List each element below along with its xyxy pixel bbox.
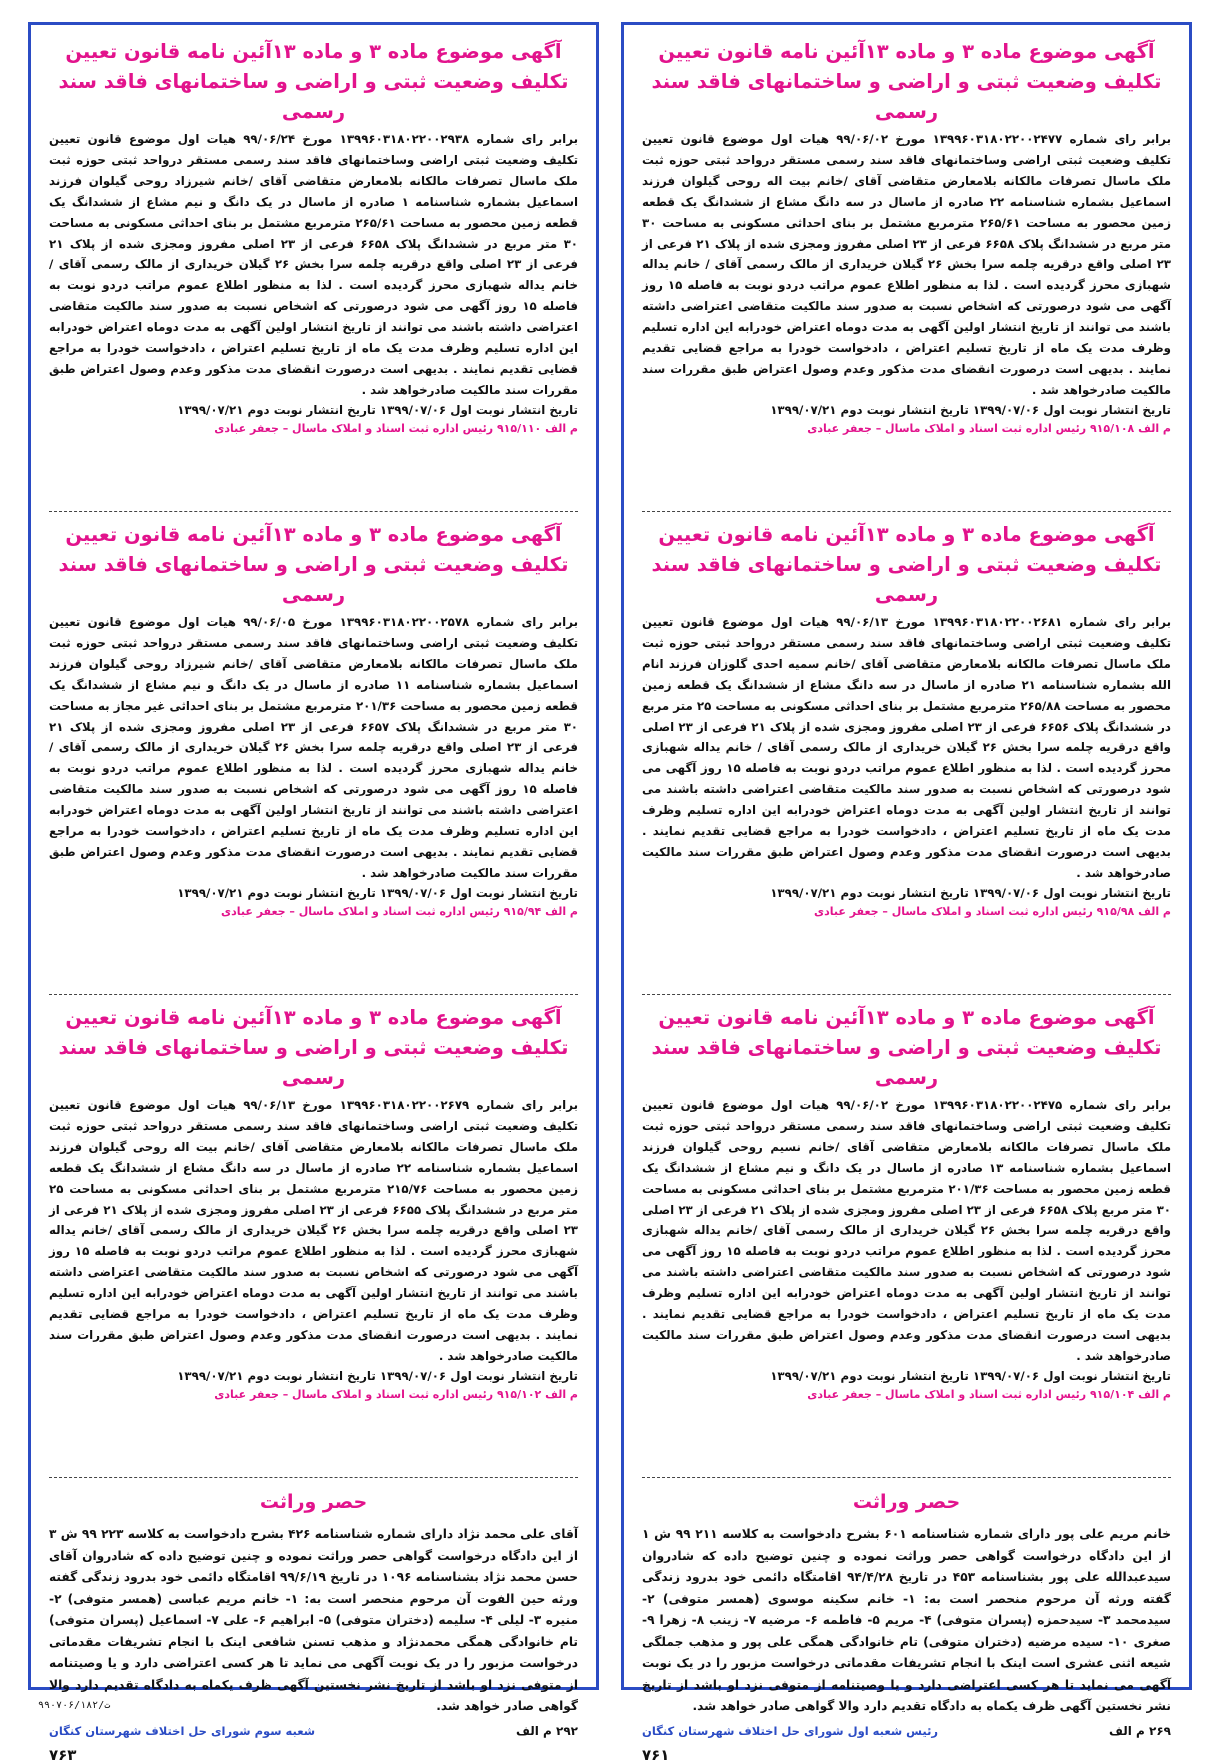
heirs-org: شعبه سوم شورای حل اختلاف شهرستان کنگان xyxy=(49,1723,316,1738)
divider xyxy=(642,994,1171,995)
notice-l3 xyxy=(49,1003,578,1471)
divider xyxy=(642,1477,1171,1478)
notice-dates: تاریخ انتشار نوبت اول ۱۳۹۹/۰۷/۰۶ تاریخ انتشار نوبت دوم ۱۳۹۹/۰۷/۲۱ xyxy=(177,885,578,900)
heirs-org: رئیس شعبه اول شورای حل اختلاف شهرستان کنگان xyxy=(642,1723,939,1738)
heirs-notice-left xyxy=(49,1486,578,1764)
notice-signature: م الف ۹۱۵/۹۴ رئیس اداره ثبت اسناد و املاک ماسال – جعفر عبادی xyxy=(221,904,578,918)
footer-reference: ت/۹۹۰۷۰۶/۱۸۲ xyxy=(38,1700,111,1711)
page-number: ۷۶۳ xyxy=(49,1745,77,1764)
notice-body: برابر رای شماره ۱۳۹۹۶۰۳۱۸۰۲۲۰۰۲۶۸۱ مورخ ۹۹/۰۶/۱۳ هیات اول موضوع قانون تعیین تکلیف وضعیت ثبتی اراضی وساختمانهای فاقد سند رسمی مستقر درواحد ثبتی حوزه ثبت ملک ماسال تصرفات مالکانه بلامعارض متقاضی آقای /خانم سمیه احدی گلوزان فرزند انام الله بشماره شناسنامه ۲۱ صادره از ماسال در سه دانگ مشاع از ششدانگ یک قطعه زمین محصور به مساحت ۲۶۵/۸۸ مترمربع مشتمل بر بنای احداثی مسکونی به مساحت ۲۵ متر مربع در ششدانگ پلاک ۶۶۵۶ فرعی از ۲۳ اصلی مفروز ومجزی شده از پلاک ۲۱ فرعی از ۲۳ اصلی واقع درقریه چلمه سرا بخش ۲۶ گیلان خریداری از مالک رسمی آقای / خانم یداله شهبازی محرز گردیده است . لذا به منظور اطلاع عموم مراتب دردو نوبت به فاصله ۱۵ روز آگهی می شود درصورتی که اشخاص نسبت به صدور سند مالکیت متقاضی اعتراضی داشته باشند می توانند از تاریخ انتشار اولین آگهی به مدت دوماه اعتراض خودرابه این اداره تسلیم وظرف مدت یک ماه از تاریخ تسلیم اعتراض ، دادخواست خودرا به مراجع قضایی تقدیم نمایند . بدیهی است درصورت انقضای مدت مذکور وعدم وصول اعتراض طبق مقررات سند مالکیت صادرخواهد شد . xyxy=(642,615,1172,880)
notice-title: آگهی موضوع ماده ۳ و ماده ۱۳آئین نامه قانون تعیین تکلیف وضعیت ثبتی و اراضی و ساختمانهای فاقد سند رسمی xyxy=(651,40,1162,123)
notice-body: برابر رای شماره ۱۳۹۹۶۰۳۱۸۰۲۲۰۰۲۹۳۸ مورخ ۹۹/۰۶/۲۴ هیات اول موضوع قانون تعیین تکلیف وضعیت ثبتی اراضی وساختمانهای فاقد سند رسمی مستقر درواحد ثبتی حوزه ثبت ملک ماسال تصرفات مالکانه بلامعارض متقاضی آقای /خانم شیرزاد روحی گیلوان فرزند اسماعیل بشماره شناسنامه ۱ صادره از ماسال در یک دانگ و نیم مشاع از ششدانگ یک قطعه زمین محصور به مساحت ۲۶۵/۶۱ مترمربع مشتمل بر بنای احداثی مسکونی به مساحت ۳۰ متر مربع در ششدانگ پلاک ۶۶۵۸ فرعی از ۲۳ اصلی مفروز ومجزی شده از پلاک ۲۱ فرعی از ۲۳ اصلی واقع درقریه چلمه سرا بخش ۲۶ گیلان خریداری از مالک رسمی آقای / خانم یداله شهبازی محرز گردیده است . لذا به منظور اطلاع عموم مراتب دردو نوبت به فاصله ۱۵ روز آگهی می شود درصورتی که اشخاص نسبت به صدور سند مالکیت متقاضی اعتراضی داشته باشند می توانند از تاریخ انتشار اولین آگهی به مدت دوماه اعتراض خودرابه این اداره تسلیم وظرف مدت یک ماه از تاریخ تسلیم اعتراض ، دادخواست خودرا به مراجع قضایی تقدیم نمایند . بدیهی است درصورت انقضای مدت مذکور وعدم وصول اعتراض طبق مقررات سند مالکیت صادرخواهد شد . xyxy=(49,132,579,397)
notice-title: آگهی موضوع ماده ۳ و ماده ۱۳آئین نامه قانون تعیین تکلیف وضعیت ثبتی و اراضی و ساختمانهای فاقد سند رسمی xyxy=(58,1006,569,1089)
notice-title: آگهی موضوع ماده ۳ و ماده ۱۳آئین نامه قانون تعیین تکلیف وضعیت ثبتی و اراضی و ساختمانهای فاقد سند رسمی xyxy=(651,1006,1162,1089)
notice-title: آگهی موضوع ماده ۳ و ماده ۱۳آئین نامه قانون تعیین تکلیف وضعیت ثبتی و اراضی و ساختمانهای فاقد سند رسمی xyxy=(58,523,569,606)
heirs-title: حصر وراثت xyxy=(259,1491,368,1513)
notice-body: برابر رای شماره ۱۳۹۹۶۰۳۱۸۰۲۲۰۰۲۵۷۸ مورخ ۹۹/۰۶/۰۵ هیات اول موضوع قانون تعیین تکلیف وضعیت ثبتی اراضی وساختمانهای فاقد سند رسمی مستقر درواحد ثبتی حوزه ثبت ملک ماسال تصرفات مالکانه بلامعارض متقاضی آقای /خانم شیرزاد روحی گیلوان فرزند اسماعیل بشماره شناسنامه ۱۱ صادره از ماسال در یک دانگ و نیم مشاع از ششدانگ یک قطعه زمین محصور به مساحت ۲۰۱/۳۶ مترمربع مشتمل بر بنای احداثی غیر مجاز به مساحت ۳۰ متر مربع در ششدانگ پلاک ۶۶۵۷ فرعی از ۲۳ اصلی مفروز ومجزی شده از پلاک ۲۱ فرعی از ۲۳ اصلی واقع درقریه چلمه سرا بخش ۲۶ گیلان خریداری از مالک رسمی آقای / خانم یداله شهبازی محرز گردیده است . لذا به منظور اطلاع عموم مراتب دردو نوبت به فاصله ۱۵ روز آگهی می شود درصورتی که اشخاص نسبت به صدور سند مالکیت متقاضی اعتراضی داشته باشند می توانند از تاریخ انتشار اولین آگهی به مدت دوماه اعتراض خودرابه این اداره تسلیم وظرف مدت یک ماه از تاریخ تسلیم اعتراض ، دادخواست خودرا به مراجع قضایی تقدیم نمایند . بدیهی است درصورت انقضای مدت مذکور وعدم وصول اعتراض طبق مقررات سند مالکیت صادرخواهد شد . xyxy=(49,615,579,880)
right-column xyxy=(621,22,1192,1764)
notice-r3 xyxy=(642,1003,1171,1471)
notice-signature: م الف ۹۱۵/۱۰۸ رئیس اداره ثبت اسناد و املاک ماسال – جعفر عبادی xyxy=(807,421,1171,435)
notice-dates: تاریخ انتشار نوبت اول ۱۳۹۹/۰۷/۰۶ تاریخ انتشار نوبت دوم ۱۳۹۹/۰۷/۲۱ xyxy=(770,885,1171,900)
notice-r2 xyxy=(642,520,1171,988)
notice-signature: م الف ۹۱۵/۱۰۴ رئیس اداره ثبت اسناد و املاک ماسال – جعفر عبادی xyxy=(807,1387,1171,1401)
heirs-footer xyxy=(49,1724,578,1738)
notice-dates: تاریخ انتشار نوبت اول ۱۳۹۹/۰۷/۰۶ تاریخ انتشار نوبت دوم ۱۳۹۹/۰۷/۲۱ xyxy=(177,402,578,417)
notice-signature: م الف ۹۱۵/۱۱۰ رئیس اداره ثبت اسناد و املاک ماسال – جعفر عبادی xyxy=(214,421,578,435)
notice-l1 xyxy=(49,37,578,505)
notice-r1 xyxy=(642,37,1171,505)
heirs-body: خانم مریم علی پور دارای شماره شناسنامه ۶۰۱ بشرح دادخواست به کلاسه ۲۱۱ ۹۹ ش ۱ از این دادگاه درخواست گواهی حصر وراثت نموده و چنین توضیح داده که شادروان سیدعبدالله علی پور بشناسنامه ۴۵۳ در تاریخ ۹۴/۴/۲۸ اقامتگاه دائمی خود بدرود زندگی گفته ورثه آن مرحوم منحصر است به: ۱- خانم سکینه موسوی (همسر متوفی) ۲- سیدمحمد ۳- سیدحمزه (پسران متوفی) ۴- مریم ۵- فاطمه ۶- مرضیه ۷- زینب ۸- زهرا ۹- صغری ۱۰- سیده مرضیه (دختران متوفی) تام خانوادگی همگی علی پور و مذهب جملگی شیعه اثنی عشری است اینک با انجام تشریفات مقدماتی درخواست مزبور را در یک نوبت آگهی می نماید تا هر کسی اعتراضی دارد و یا وصیتنامه از متوفی نزد او باشد از تاریخ نشر نخستین آگهی ظرف یکماه به دادگاه تقدیم دارد والا گواهی صادر خواهد شد. xyxy=(642,1527,1171,1713)
notice-l2 xyxy=(49,520,578,988)
heirs-code: ۲۶۹ م الف xyxy=(1108,1723,1171,1738)
notice-title: آگهی موضوع ماده ۳ و ماده ۱۳آئین نامه قانون تعیین تکلیف وضعیت ثبتی و اراضی و ساختمانهای فاقد سند رسمی xyxy=(651,523,1162,606)
notice-dates: تاریخ انتشار نوبت اول ۱۳۹۹/۰۷/۰۶ تاریخ انتشار نوبت دوم ۱۳۹۹/۰۷/۲۱ xyxy=(770,1368,1171,1383)
heirs-notice-right xyxy=(642,1486,1171,1764)
heirs-title: حصر وراثت xyxy=(852,1491,961,1513)
notice-signature: م الف ۹۱۵/۹۸ رئیس اداره ثبت اسناد و املاک ماسال – جعفر عبادی xyxy=(814,904,1171,918)
page-number: ۷۶۱ xyxy=(642,1745,670,1764)
divider xyxy=(49,1477,578,1478)
notice-body: برابر رای شماره ۱۳۹۹۶۰۳۱۸۰۲۲۰۰۲۴۷۵ مورخ ۹۹/۰۶/۰۲ هیات اول موضوع قانون تعیین تکلیف وضعیت ثبتی اراضی وساختمانهای فاقد سند رسمی مستقر درواحد ثبتی حوزه ثبت ملک ماسال تصرفات مالکانه بلامعارض متقاضی آقای /خانم نسیم روحی گیلوان فرزند اسماعیل بشماره شناسنامه ۱۳ صادره از ماسال در یک دانگ و نیم مشاع از ششدانگ یک قطعه زمین محصور به مساحت ۲۰۱/۳۶ مترمربع مشتمل بر بنای احداثی مسکونی به مساحت ۳۰ متر مربع پلاک ۶۶۵۸ فرعی از ۲۳ اصلی مفروز ومجزی شده از پلاک ۲۱ فرعی از ۲۳ اصلی واقع درقریه چلمه سرا بخش ۲۶ گیلان خریداری از مالک رسمی آقای /خانم یداله شهبازی محرز گردیده است . لذا به منظور اطلاع عموم مراتب دردو نوبت به فاصله ۱۵ روز آگهی می شود درصورتی که اشخاص نسبت به صدور سند مالکیت متقاضی اعتراضی داشته باشند می توانند از تاریخ انتشار اولین آگهی به مدت دوماه اعتراض خودرابه این اداره تسلیم وظرف مدت یک ماه از تاریخ تسلیم اعتراض ، دادخواست خودرا به مراجع قضایی تقدیم نمایند . بدیهی است درصورت انقضای مدت مذکور وعدم وصول اعتراض طبق مقررات سند مالکیت صادرخواهد شد . xyxy=(642,1098,1172,1363)
divider xyxy=(642,511,1171,512)
notice-title: آگهی موضوع ماده ۳ و ماده ۱۳آئین نامه قانون تعیین تکلیف وضعیت ثبتی و اراضی و ساختمانهای فاقد سند رسمی xyxy=(58,40,569,123)
notice-dates: تاریخ انتشار نوبت اول ۱۳۹۹/۰۷/۰۶ تاریخ انتشار نوبت دوم ۱۳۹۹/۰۷/۲۱ xyxy=(770,402,1171,417)
heirs-code: ۲۹۲ م الف xyxy=(515,1723,578,1738)
divider xyxy=(49,994,578,995)
notice-signature: م الف ۹۱۵/۱۰۲ رئیس اداره ثبت اسناد و املاک ماسال – جعفر عبادی xyxy=(214,1387,578,1401)
notice-body: برابر رای شماره ۱۳۹۹۶۰۳۱۸۰۲۲۰۰۲۶۷۹ مورخ ۹۹/۰۶/۱۳ هیات اول موضوع قانون تعیین تکلیف وضعیت ثبتی اراضی وساختمانهای فاقد سند رسمی مستقر درواحد ثبتی حوزه ثبت ملک ماسال تصرفات مالکانه بلامعارض متقاضی آقای /خانم بیت اله روحی گیلوان فرزند اسماعیل بشماره شناسنامه ۲۲ صادره از ماسال در سه دانگ مشاع از ششدانگ یک قطعه زمین محصور به مساحت ۲۱۵/۷۶ مترمربع مشتمل بر بنای احداثی مسکونی به مساحت ۲۵ متر مربع در ششدانگ پلاک ۶۶۵۵ فرعی از ۲۳ اصلی مفروز ومجزی شده از پلاک ۲۱ فرعی از ۲۳ اصلی واقع درقریه چلمه سرا بخش ۲۶ گیلان خریداری از مالک رسمی آقای /خانم یداله شهبازی محرز گردیده است . لذا به منظور اطلاع عموم مراتب دردو نوبت به فاصله ۱۵ روز آگهی می شود درصورتی که اشخاص نسبت به صدور سند مالکیت متقاضی اعتراضی داشته باشند می توانند از تاریخ انتشار اولین آگهی به مدت دوماه اعتراض خودرابه این اداره تسلیم وظرف مدت یک ماه از تاریخ تسلیم اعتراض ، دادخواست خودرا به مراجع قضایی تقدیم نمایند . بدیهی است درصورت انقضای مدت مذکور وعدم وصول اعتراض طبق مقررات سند مالکیت صادرخواهد شد . xyxy=(49,1098,579,1363)
divider xyxy=(49,511,578,512)
notice-body: برابر رای شماره ۱۳۹۹۶۰۳۱۸۰۲۲۰۰۲۴۷۷ مورخ ۹۹/۰۶/۰۲ هیات اول موضوع قانون تعیین تکلیف وضعیت ثبتی اراضی وساختمانهای فاقد سند رسمی مستقر درواحد ثبتی حوزه ثبت ملک ماسال تصرفات مالکانه بلامعارض متقاضی آقای /خانم بیت اله روحی گیلوان فرزند اسماعیل بشماره شناسنامه ۲۲ صادره از ماسال در سه دانگ مشاع از ششدانگ یک قطعه زمین محصور به مساحت ۲۶۵/۶۱ مترمربع مشتمل بر بنای احداثی مسکونی به مساحت ۳۰ متر مربع در ششدانگ پلاک ۶۶۵۸ فرعی از ۲۳ اصلی مفروز ومجزی شده از پلاک ۲۱ فرعی از ۲۳ اصلی واقع درقریه چلمه سرا بخش ۲۶ گیلان خریداری از مالک رسمی آقای / خانم یداله شهبازی محرز گردیده است . لذا به منظور اطلاع عموم مراتب دردو نوبت به فاصله ۱۵ روز آگهی می شود درصورتی که اشخاص نسبت به صدور سند مالکیت متقاضی اعتراضی داشته باشند می توانند از تاریخ انتشار اولین آگهی به مدت دوماه اعتراض خودرابه این اداره تسلیم وظرف مدت یک ماه از تاریخ تسلیم اعتراض ، دادخواست خودرا به مراجع قضایی تقدیم نمایند . بدیهی است درصورت انقضای مدت مذکور وعدم وصول اعتراض طبق مقررات سند مالکیت صادرخواهد شد . xyxy=(642,132,1172,397)
heirs-body: آقای علی محمد نژاد دارای شماره شناسنامه ۴۲۶ بشرح دادخواست به کلاسه ۲۲۳ ۹۹ ش ۳ از این دادگاه درخواست گواهی حصر وراثت نموده و چنین توضیح داده که شادروان آقای حسن محمد نژاد بشناسنامه ۱۰۹۶ در تاریخ ۹۹/۶/۱۹ اقامتگاه دائمی خود بدرود زندگی گفته ورثه حین الفوت آن مرحوم منحصر است به: ۱- خانم مریم عباسی (همسر متوفی) ۲- منیره ۳- لیلی ۴- سلیمه (دختران متوفی) ۵- ابراهیم ۶- علی ۷- اسماعیل (پسران متوفی) تام خانوادگی همگی محمدنژاد و مذهب تسنن شافعی اینک با انجام تشریفات مقدماتی درخواست مزبور را در یک نوبت آگهی می نماید تا هر کسی اعتراضی دارد و یا وصیتنامه از متوفی نزد او باشد از تاریخ نشر نخستین آگهی ظرف یکماه به دادگاه تقدیم دارد والا گواهی صادر خواهد شد. xyxy=(49,1527,579,1713)
notice-dates: تاریخ انتشار نوبت اول ۱۳۹۹/۰۷/۰۶ تاریخ انتشار نوبت دوم ۱۳۹۹/۰۷/۲۱ xyxy=(177,1368,578,1383)
heirs-footer xyxy=(642,1724,1171,1738)
